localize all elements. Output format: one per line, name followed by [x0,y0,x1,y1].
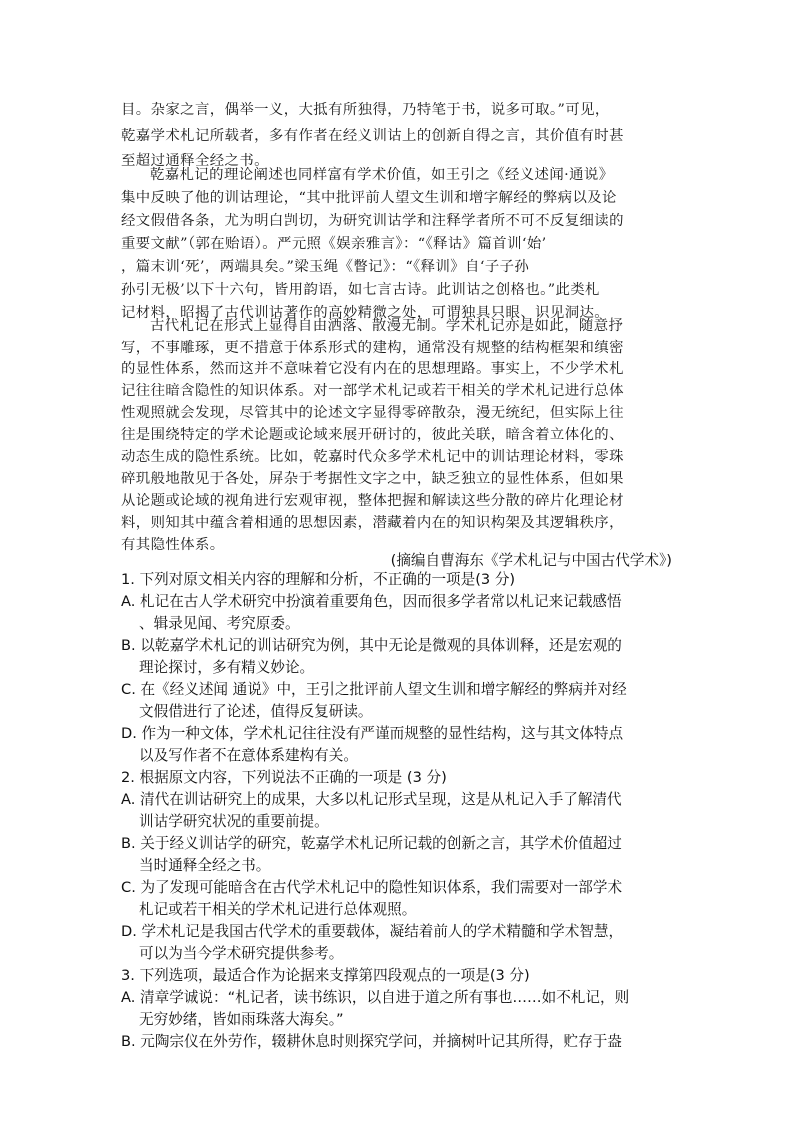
text-line: 古代札记在形式上显得自由洒落、散漫无制。学术札记亦是如此，随意抒 [150,318,624,334]
option-d-cont: 可以为当今学术研究提供参考。 [139,945,344,962]
option-a-cont: 训诂学研究状况的重要前提。 [139,813,329,830]
option-a-cont: 无穷妙绪，皆如雨珠落大海矣。” [139,1011,344,1028]
text-line: 重要文献”（郭在贻语）。严元照《娱亲雅言》：“《释诂》篇首训‘始’ [121,236,547,252]
option-c: C. 为了发现可能暗含在古代学术札记中的隐性知识体系，我们需要对一部学术 [121,879,623,896]
text-line: 碎玑般地散见于各处，屏杂于考据性文字之中，缺乏独立的显性体系，但如果 [121,471,624,487]
text-line: 写，不事雕琢，更不措意于体系形式的建构，通常没有规整的结构框架和缜密 [121,340,624,356]
text-line: 孙引无极’以下十六句，皆用韵语，如七言古诗。此训诂之创格也。”此类札 [121,282,600,298]
source-citation: (摘编自曹海东《学术札记与中国古代学术》) [390,552,672,569]
option-a: A. 札记在古人学术研究中扮演着重要角色，因而很多学者常以札记来记载感悟 [121,593,622,610]
text-line: 记往往暗含隐性的知识体系。对一部学术札记或若干相关的学术札记进行总体 [121,383,624,399]
question-stem: 3. 下列选项，最适合作为论据来支撑第四段观点的一项是(3 分) [121,967,530,984]
text-line: 乾嘉札记的理论阐述也同样富有学术价值，如王引之《经义述闻·通说》 [150,167,614,183]
text-line: 性观照就会发现，尽管其中的论述文字显得零碎散杂，漫无统纪，但实际上往 [121,405,624,421]
text-line: 经文假借各条，尤为明白剀切，为研究训诂学和注释学者所不可不反复细读的 [121,213,624,229]
option-d: D. 作为一种文体，学术札记往往没有严谨而规整的显性结构，这与其文体特点 [121,725,624,742]
text-line: 乾嘉学术札记所载者，多有作者在经义训诂上的创新自得之言，其价值有时甚 [121,128,624,144]
text-line: 动态生成的隐性系统。比如，乾嘉时代众多学术札记中的训诂理论材料，零珠 [121,449,624,465]
option-b: B. 关于经义训诂学的研究，乾嘉学术札记所记载的创新之言，其学术价值超过 [121,835,622,852]
text-line: 的显性体系，然而这并不意味着它没有内在的思想理路。事实上，不少学术札 [121,361,624,377]
text-line: 往是围绕特定的学术论题或论域来展开研讨的，彼此关联，暗含着立体化的、 [121,427,624,443]
option-b: B. 以乾嘉学术札记的训诂研究为例，其中无论是微观的具体训释，还是宏观的 [121,637,622,654]
question-stem: 1. 下列对原文相关内容的理解和分析，不正确的一项是(3 分) [121,571,516,588]
text-line: 目。杂家之言，偶举一义，大抵有所独得，乃特笔于书，说多可取。”可见， [121,102,610,118]
option-c-cont: 文假借进行了论述，值得反复研读。 [139,703,373,720]
option-a-cont: 、辑录见闻、考究原委。 [139,615,300,632]
text-line: 至超过通释全经之书。 [121,153,269,169]
text-line: 从论题或论域的视角进行宏观审视，整体把握和解读这些分散的碎片化理论材 [121,493,624,509]
text-line: 记材料，昭揭了古代训诂著作的高妙精微之处，可谓独具只眼、识见洞达。 [121,305,610,321]
option-a: A. 清代在训诂研究上的成果，大多以札记形式呈现，这是从札记入手了解清代 [121,791,622,808]
text-line: 有其隐性体系。 [121,537,225,553]
option-a: A. 清章学诚说：“札记者，读书练识，以自进于道之所有事也……如不札记，则 [121,989,630,1006]
text-line: 集中反映了他的训诂理论，“其中批评前人望文生训和增字解经的弊病以及论 [121,190,617,206]
option-b-cont: 理论探讨，多有精义妙论。 [139,659,315,676]
option-c: C. 在《经义述闻 通说》中，王引之批评前人望文生训和增字解经的弊病并对经 [121,681,627,698]
question-stem: 2. 根据原文内容，下列说法不正确的一项是 (3 分) [121,769,447,786]
option-d: D. 学术札记是我国古代学术的重要载体，凝结着前人的学术精髓和学术智慧， [121,923,624,940]
text-line: 料，则知其中蕴含着相通的思想因素，潜藏着内在的知识构架及其逻辑秩序， [121,515,624,531]
text-line: ，篇末训‘死’，两端具矣。”梁玉绳《瞥记》：“《释训》自‘子子孙 [121,259,530,275]
option-c-cont: 札记或若干相关的学术札记进行总体观照。 [139,901,417,918]
option-b: B. 元陶宗仪在外劳作，辍耕休息时则探究学问，并摘树叶记其所得，贮存于盎 [121,1033,622,1050]
option-b-cont: 当时通释全经之书。 [139,857,271,874]
option-d-cont: 以及写作者不在意体系建构有关。 [139,747,358,764]
